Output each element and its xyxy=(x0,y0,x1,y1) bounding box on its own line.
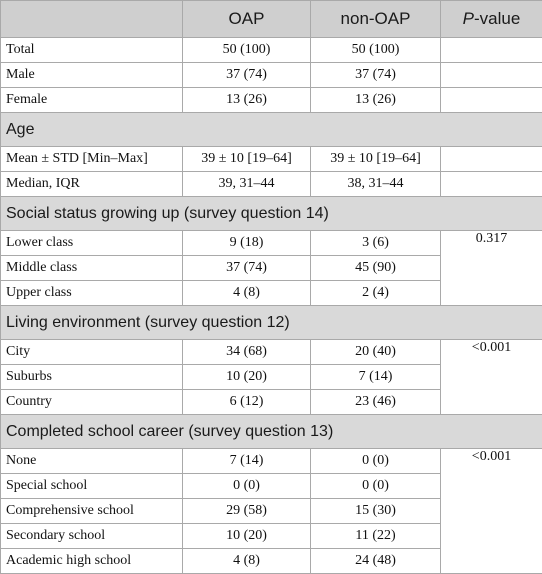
table-row xyxy=(1,449,542,474)
table-row xyxy=(1,88,542,113)
cell-non-oap: 45 (90) xyxy=(311,256,441,281)
cell-oap: 4 (8) xyxy=(183,281,311,306)
cell-oap: 4 (8) xyxy=(183,549,311,574)
cell-non-oap: 0 (0) xyxy=(311,474,441,499)
cell-non-oap: 20 (40) xyxy=(311,340,441,365)
cell-non-oap: 15 (30) xyxy=(311,499,441,524)
section-title: Living environment (survey question 12) xyxy=(1,306,542,340)
cell-non-oap: 2 (4) xyxy=(311,281,441,306)
cell-non-oap: 11 (22) xyxy=(311,524,441,549)
table-row xyxy=(1,231,542,256)
header-empty-cell xyxy=(1,1,183,38)
row-label: Middle class xyxy=(1,256,183,281)
row-label: Country xyxy=(1,390,183,415)
row-label: Median, IQR xyxy=(1,172,183,197)
cell-oap: 7 (14) xyxy=(183,449,311,474)
cell-oap: 10 (20) xyxy=(183,524,311,549)
section-title: Age xyxy=(1,113,542,147)
section-title: Completed school career (survey question 13) xyxy=(1,415,542,449)
cell-oap: 37 (74) xyxy=(183,256,311,281)
row-label: Total xyxy=(1,38,183,63)
cell-non-oap: 13 (26) xyxy=(311,88,441,113)
cell-p-value: <0.001 xyxy=(441,449,542,574)
cell-oap: 39, 31–44 xyxy=(183,172,311,197)
cell-non-oap: 24 (48) xyxy=(311,549,441,574)
cell-oap: 0 (0) xyxy=(183,474,311,499)
cell-p-value-empty xyxy=(441,172,542,197)
row-label: Female xyxy=(1,88,183,113)
cell-non-oap: 7 (14) xyxy=(311,365,441,390)
cell-p-value: 0.317 xyxy=(441,231,542,306)
cell-non-oap: 3 (6) xyxy=(311,231,441,256)
cell-oap: 10 (20) xyxy=(183,365,311,390)
cell-non-oap: 38, 31–44 xyxy=(311,172,441,197)
table-row xyxy=(1,147,542,172)
row-label: Special school xyxy=(1,474,183,499)
cell-p-value-empty xyxy=(441,147,542,172)
table-row xyxy=(1,172,542,197)
cell-oap: 39 ± 10 [19–64] xyxy=(183,147,311,172)
cell-p-value-empty xyxy=(441,88,542,113)
cell-oap: 9 (18) xyxy=(183,231,311,256)
table-row xyxy=(1,340,542,365)
cell-p-value-empty xyxy=(441,63,542,88)
section-header-living-environment xyxy=(1,306,542,340)
cell-oap: 29 (58) xyxy=(183,499,311,524)
cell-p-value: <0.001 xyxy=(441,340,542,415)
cell-p-value-empty xyxy=(441,38,542,63)
cell-non-oap: 37 (74) xyxy=(311,63,441,88)
section-header-social-status xyxy=(1,197,542,231)
row-label: Mean ± STD [Min–Max] xyxy=(1,147,183,172)
row-label: Male xyxy=(1,63,183,88)
cell-non-oap: 39 ± 10 [19–64] xyxy=(311,147,441,172)
row-label: Suburbs xyxy=(1,365,183,390)
header-p-suffix: -value xyxy=(474,9,520,28)
row-label: Academic high school xyxy=(1,549,183,574)
table-row xyxy=(1,63,542,88)
cell-non-oap: 50 (100) xyxy=(311,38,441,63)
row-label: None xyxy=(1,449,183,474)
section-header-age xyxy=(1,113,542,147)
row-label: Upper class xyxy=(1,281,183,306)
cell-oap: 13 (26) xyxy=(183,88,311,113)
table-row xyxy=(1,38,542,63)
row-label: City xyxy=(1,340,183,365)
cell-oap: 6 (12) xyxy=(183,390,311,415)
cell-oap: 50 (100) xyxy=(183,38,311,63)
table-header-row xyxy=(1,1,542,38)
cell-non-oap: 23 (46) xyxy=(311,390,441,415)
row-label: Secondary school xyxy=(1,524,183,549)
cell-non-oap: 0 (0) xyxy=(311,449,441,474)
cell-oap: 37 (74) xyxy=(183,63,311,88)
section-header-school-career xyxy=(1,415,542,449)
row-label: Lower class xyxy=(1,231,183,256)
header-non-oap: non-OAP xyxy=(311,1,441,38)
section-title: Social status growing up (survey question 14) xyxy=(1,197,542,231)
header-p-value xyxy=(441,1,542,38)
header-oap: OAP xyxy=(183,1,311,38)
header-p-letter: P xyxy=(463,9,474,28)
row-label: Comprehensive school xyxy=(1,499,183,524)
cell-oap: 34 (68) xyxy=(183,340,311,365)
